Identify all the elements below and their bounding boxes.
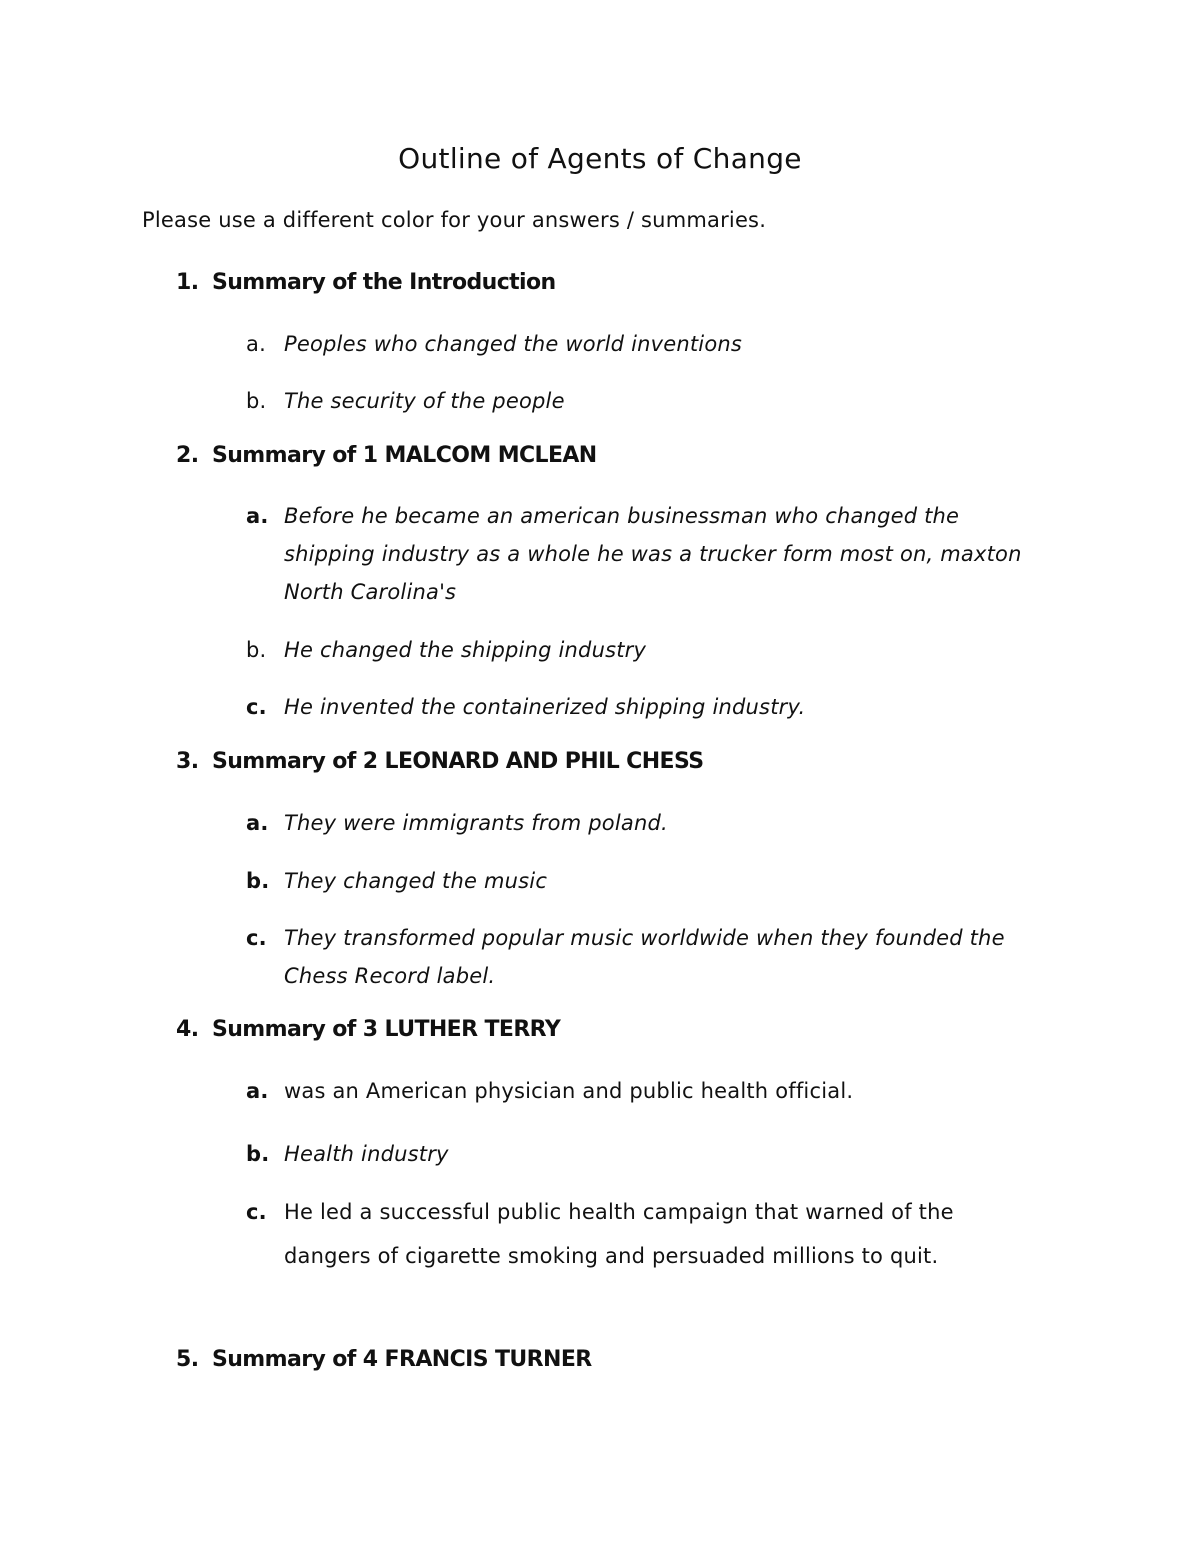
item-marker: a. [246,1079,269,1103]
item-marker: a. [246,504,269,528]
item-text: The security of the people [284,389,565,413]
item-marker: a. [246,332,266,356]
list-item [246,382,1046,420]
item-marker: c. [246,1200,267,1224]
item-text: He led a successful public health campaign that warned of the dangers of cigarette smoking and persuaded millions to quit. [284,1200,954,1268]
item-text: They transformed popular music worldwide when they founded the Chess Record label. [284,926,1005,988]
item-text: He invented the containerized shipping industry. [284,695,806,719]
item-marker: a. [246,811,269,835]
list-item [246,1135,1046,1173]
item-text: They were immigrants from poland. [284,811,668,835]
item-marker: c. [246,695,267,719]
list-item [246,804,1046,842]
section-heading-1 [176,270,556,295]
section-heading-2 [176,443,597,468]
section-title: Summary of 1 MALCOM MCLEAN [212,443,597,468]
list-item [246,1072,1046,1110]
section-title: Summary of the Introduction [212,270,556,295]
item-text: Before he became an american businessman who changed the shipping industry as a whole he was a trucker form most on, maxton North Carolina's [284,504,1022,604]
item-text: Peoples who changed the world inventions [284,332,743,356]
item-marker: b. [246,869,270,893]
item-marker: b. [246,1142,270,1166]
section-heading-3 [176,749,703,774]
section-title: Summary of 3 LUTHER TERRY [212,1017,561,1042]
section-heading-5 [176,1347,592,1372]
list-item [246,1190,1046,1278]
item-text: They changed the music [284,869,548,893]
item-text: He changed the shipping industry [284,638,647,662]
item-text: Health industry [284,1142,449,1166]
list-item [246,688,1046,726]
instructions-text: Please use a different color for your answers / summaries. [142,208,767,232]
list-item [246,325,1046,363]
list-item [246,919,1046,995]
section-number: 1. [176,270,199,295]
item-marker: c. [246,926,267,950]
item-marker: b. [246,638,267,662]
list-item [246,497,1046,611]
section-title: Summary of 4 FRANCIS TURNER [212,1347,592,1372]
section-title: Summary of 2 LEONARD AND PHIL CHESS [212,749,704,774]
section-number: 3. [176,749,199,774]
item-marker: b. [246,389,267,413]
section-number: 5. [176,1347,199,1372]
list-item [246,631,1046,669]
section-number: 2. [176,443,199,468]
section-heading-4 [176,1017,560,1042]
document-title: Outline of Agents of Change [398,142,802,175]
item-text: was an American physician and public health official. [284,1079,854,1103]
list-item [246,862,1046,900]
section-number: 4. [176,1017,199,1042]
